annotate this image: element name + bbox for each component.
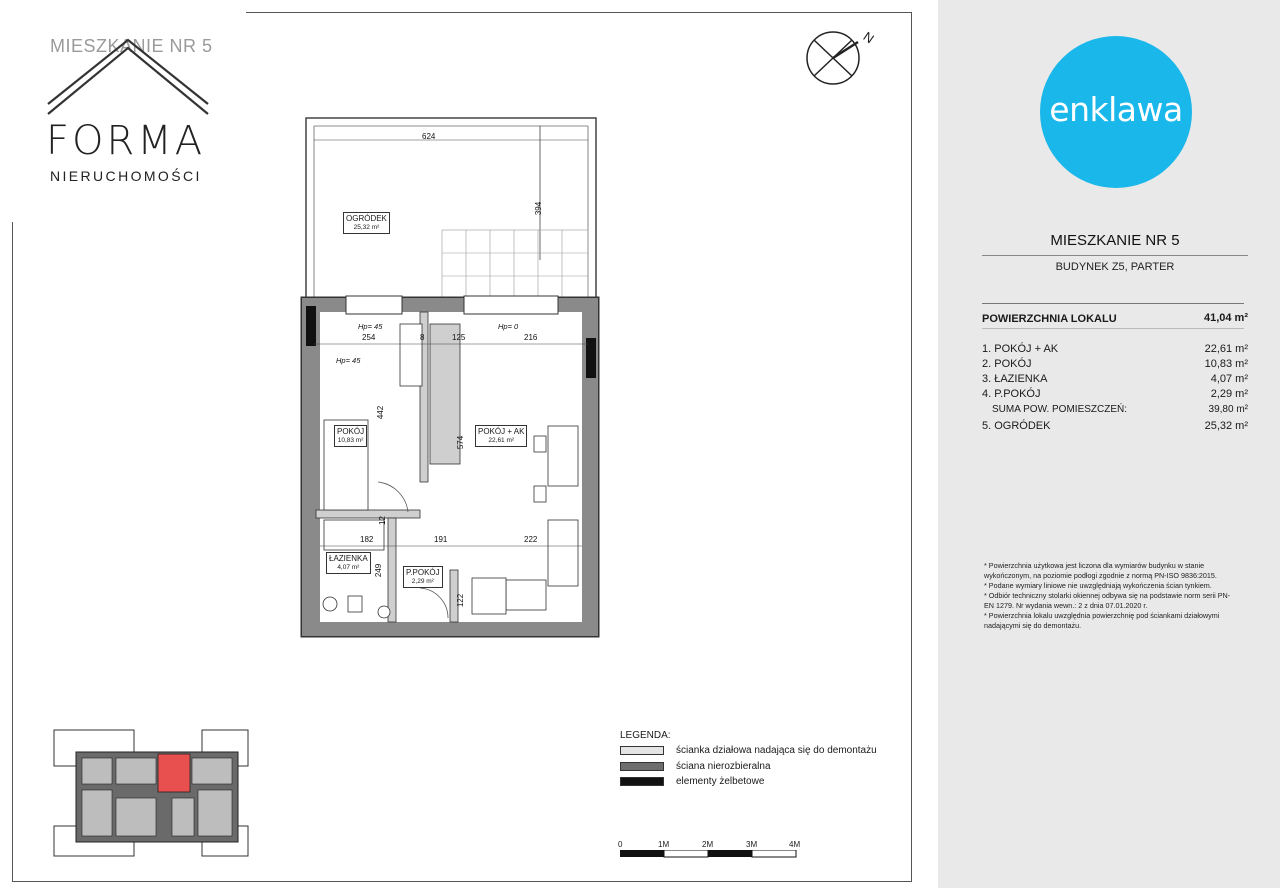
dim-216: 216: [524, 333, 538, 342]
dim-222: 222: [524, 535, 538, 544]
garden-outline: [306, 118, 596, 300]
brand-logo-subtext: NIERUCHOMOŚCI: [50, 168, 202, 184]
enklawa-logo-text: enklawa: [1049, 90, 1183, 129]
apartment-title: MIESZKANIE NR 5: [1050, 232, 1180, 249]
building-info: BUDYNEK Z5, PARTER: [1055, 261, 1175, 273]
dim-394: 394: [534, 201, 544, 216]
room-area: 10,83 m²: [1204, 358, 1248, 370]
divider: [982, 328, 1244, 329]
footnote: * Powierzchnia użytkowa jest liczona dla wymiarów budynku w stanie wykończonym, na poziomie podłogi zgodnie z normą PN-ISO 9836:2015.: [984, 561, 1217, 580]
north-label: N: [860, 28, 877, 47]
sum-value: 39,80 m²: [1208, 404, 1248, 415]
hallway-label: P.POKÓJ 2,29 m²: [403, 566, 443, 588]
legend-swatch-concrete: [620, 777, 664, 786]
room-name: 3. ŁAZIENKA: [982, 373, 1048, 385]
room-name: 2. POKÓJ: [982, 358, 1032, 370]
footnotes: [984, 561, 1232, 631]
apartment-ghost-title: MIESZKANIE NR 5: [50, 36, 213, 56]
footnote: * Odbiór techniczny stolarki okiennej odbywa się na podstawie norm serii PN-EN 1279. Nr wydania wewn.: 2 z dnia 07.01.2020 r.: [984, 591, 1231, 610]
selected-apartment-marker: [158, 754, 190, 792]
brand-logo-text: FORMA: [46, 118, 206, 164]
room-area: 25,32 m²: [1204, 420, 1248, 432]
garden-room-label: OGRÓDEK 25,32 m²: [343, 212, 390, 234]
forma-roof-icon: [44, 38, 212, 120]
footnote: * Powierzchnia lokalu uwzględnia powierzchnię pod ściankami działowymi nadającymi się do demontażu.: [984, 611, 1220, 630]
bedroom-label: POKÓJ 10,83 m²: [334, 425, 367, 447]
dim-442: 442: [376, 405, 386, 420]
scale-label-4: 4M: [789, 840, 801, 849]
bottom-wall: [302, 622, 598, 636]
sum-label: SUMA POW. POMIESZCZEŃ:: [992, 404, 1128, 415]
scale-label-3: 3M: [746, 840, 758, 849]
bathroom-label: ŁAZIENKA 4,07 m²: [326, 552, 371, 574]
room-name: 5. OGRÓDEK: [982, 420, 1051, 432]
total-area-value: 41,04 m²: [1203, 312, 1248, 324]
room-name: 4. P.POKÓJ: [982, 388, 1041, 400]
legend-label-concrete: elementy żelbetowe: [676, 776, 765, 787]
left-wall: [302, 298, 320, 636]
scale-bar: [620, 850, 800, 858]
footnote: * Podane wymiary liniowe nie uwzględniają wykończenia ścian tynkiem.: [984, 581, 1212, 590]
building-key-plan: [52, 728, 252, 858]
scale-label-2: 2M: [702, 840, 714, 849]
height-note-1: Hp= 45: [358, 322, 383, 331]
legend-swatch-loadbearing: [620, 762, 664, 771]
dim-12: 12: [377, 516, 387, 525]
room-name: 1. POKÓJ + AK: [982, 343, 1059, 355]
scale-label-0: 0: [618, 840, 623, 849]
total-area-label: POWIERZCHNIA LOKALU: [982, 313, 1117, 325]
legend-swatch-demountable: [620, 746, 664, 755]
dim-125: 125: [452, 333, 466, 342]
room-area: 2,29 m²: [1210, 388, 1248, 400]
height-note-3: Hp= 45: [336, 356, 361, 365]
dim-191: 191: [434, 535, 448, 544]
legend-label-loadbearing: ściana nierozbieralna: [676, 761, 771, 772]
divider: [982, 303, 1244, 304]
dim-249: 249: [374, 563, 384, 578]
scale-label-1: 1M: [658, 840, 670, 849]
dim-8: 8: [420, 333, 425, 342]
living-room-label: POKÓJ + AK 22,61 m²: [475, 425, 527, 447]
dim-254: 254: [362, 333, 376, 342]
legend-label-demountable: ścianka działowa nadająca się do demontażu: [676, 745, 877, 756]
divider: [982, 255, 1248, 256]
room-area: 22,61 m²: [1204, 343, 1248, 355]
dim-182: 182: [360, 535, 374, 544]
paving-grid: [442, 230, 588, 300]
dim-574: 574: [456, 435, 466, 450]
legend-title: LEGENDA:: [620, 730, 671, 741]
height-note-2: Hp= 0: [498, 322, 519, 331]
room-area: 4,07 m²: [1210, 373, 1248, 385]
dim-122: 122: [456, 593, 466, 608]
dim-624: 624: [422, 132, 436, 141]
